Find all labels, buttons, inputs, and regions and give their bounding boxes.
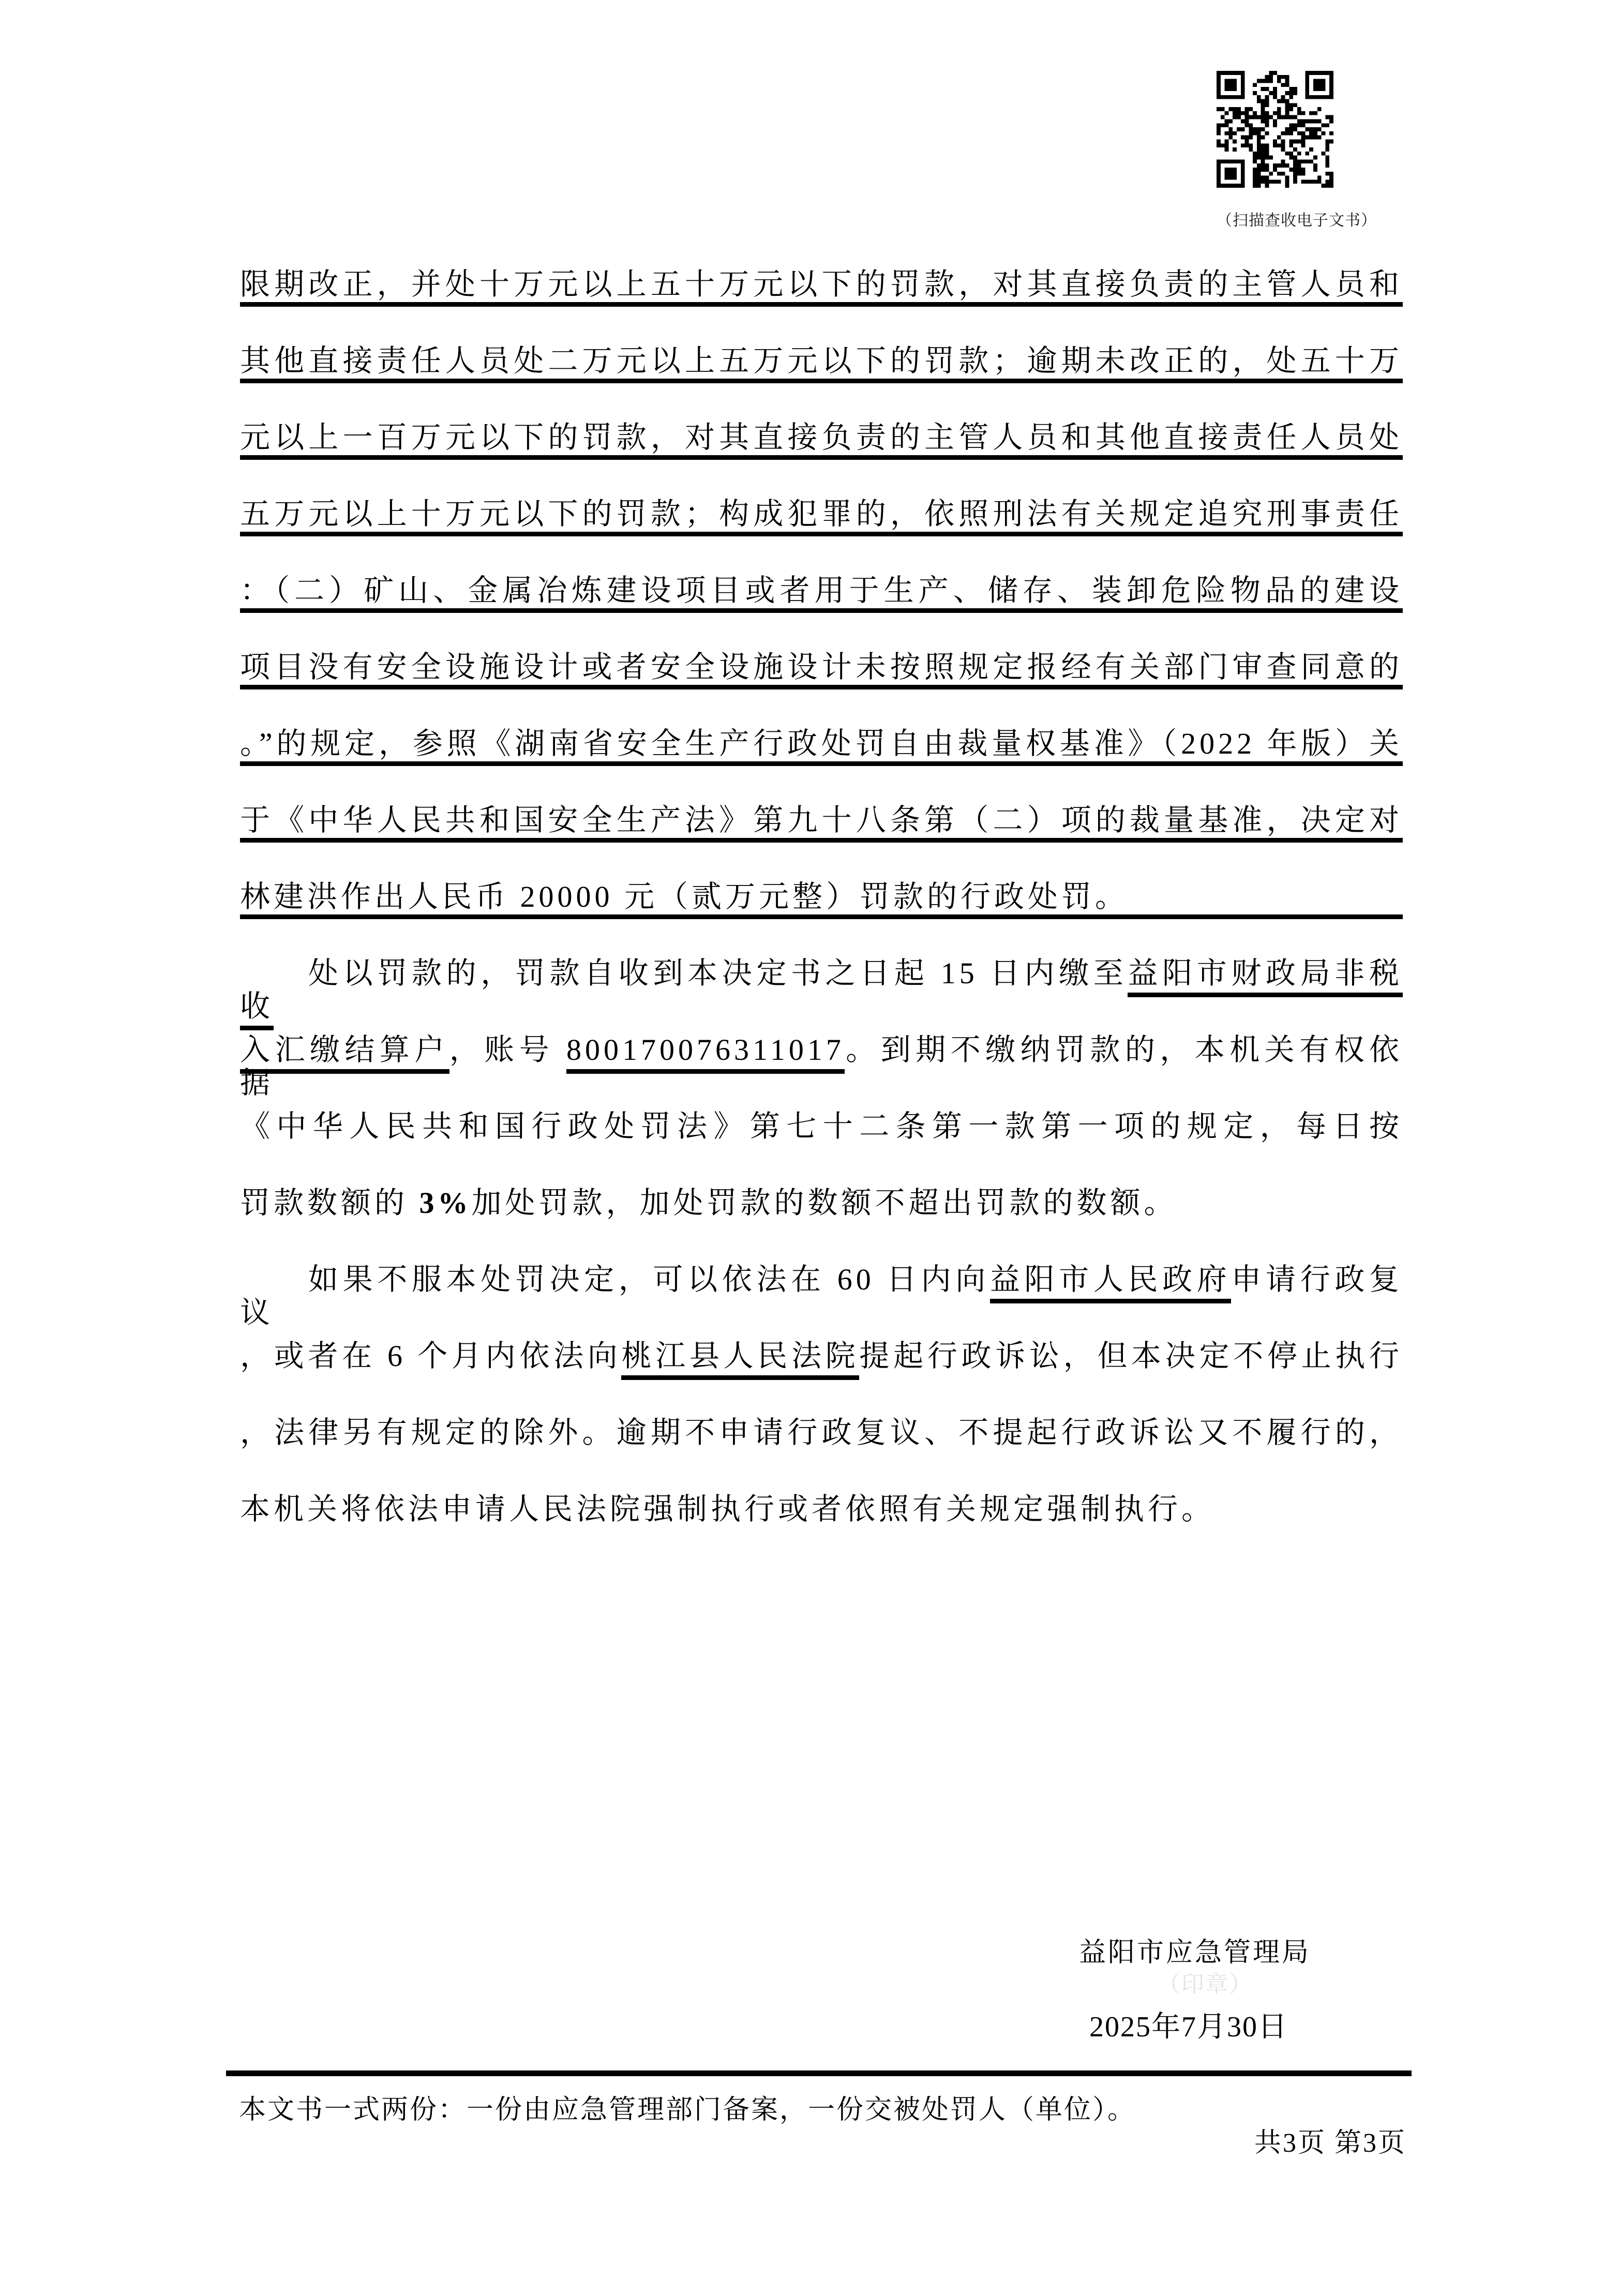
text-segment: 申请行政复议 — [240, 1263, 1403, 1329]
underlined-text: 入汇缴结算户 — [240, 1033, 449, 1074]
body-line-text — [240, 1110, 1403, 1143]
body-line-text — [240, 1263, 1403, 1329]
body-line-text — [240, 498, 1403, 531]
body-line-text — [240, 268, 1403, 301]
text-segment: 如果不服本处罚决定，可以依法在 60 日内向 — [308, 1263, 990, 1296]
qr-code-icon — [1217, 71, 1333, 188]
body-line — [240, 483, 1403, 560]
decision-date: 2025年7月30日 — [1089, 2011, 1288, 2043]
text-segment: 。”的规定，参照《湖南省安全生产行政处罚自由裁量权基准》（2022 年版）关 — [240, 727, 1403, 760]
line-underline — [240, 302, 1403, 307]
body-line — [240, 942, 1403, 1023]
line-underline — [240, 685, 1403, 689]
body-line — [240, 330, 1403, 407]
qr-block — [1217, 71, 1377, 230]
body-line — [240, 636, 1403, 713]
text-segment: 处以罚款的，罚款自收到本决定书之日起 15 日内缴至 — [308, 956, 1128, 990]
body-line-text — [240, 1493, 1403, 1526]
body-line-text — [240, 651, 1403, 684]
body-line — [240, 1172, 1403, 1249]
body-line-text — [240, 1416, 1403, 1449]
underlined-text: 800170076311017 — [566, 1033, 845, 1074]
text-segment: 本机关将依法申请人民法院强制执行或者依照有关规定强制执行。 — [240, 1492, 1216, 1526]
text-segment: 罚款数额的 — [240, 1186, 419, 1220]
text-segment: 于《中华人民共和国安全生产法》第九十八条第（二）项的裁量基准，决定对 — [240, 803, 1403, 837]
text-segment: 3% — [419, 1186, 472, 1220]
text-segment: ，法律另有规定的除外。逾期不申请行政复议、不提起行政诉讼又不履行的， — [240, 1416, 1403, 1449]
text-segment: 限期改正，并处十万元以上五十万元以下的罚款，对其直接负责的主管人员和 — [240, 267, 1403, 301]
body-line — [240, 1478, 1403, 1555]
body-line — [240, 866, 1403, 942]
text-segment: ：（二）矿山、金属冶炼建设项目或者用于生产、储存、装卸危险物品的建设 — [240, 574, 1403, 607]
text-segment: 林建洪作出人民币 20000 元（贰万元整）罚款的行政处罚。 — [240, 880, 1129, 913]
underlined-text: 桃江县人民法院 — [621, 1339, 859, 1380]
text-segment: ，账号 — [449, 1033, 566, 1067]
body-line-text — [240, 344, 1403, 378]
body-line — [240, 713, 1403, 789]
body-line-text — [240, 574, 1403, 607]
line-underline — [240, 838, 1403, 843]
text-segment: ，或者在 6 个月内依法向 — [240, 1339, 622, 1373]
text-segment: 加处罚款，加处罚款的数额不超出罚款的数额。 — [471, 1186, 1178, 1220]
body-line-text — [240, 421, 1403, 454]
line-underline — [240, 379, 1403, 383]
body-line-text — [240, 957, 1403, 1023]
body-line-text — [240, 727, 1403, 760]
body-line — [240, 253, 1403, 330]
body-line-text — [240, 1033, 1403, 1100]
line-underline — [240, 532, 1403, 536]
body-line — [240, 1249, 1403, 1329]
text-segment: 。到期不缴纳罚款的，本机关有权依据 — [240, 1033, 1403, 1100]
text-segment: 五万元以上十万元以下的罚款；构成犯罪的，依照刑法有关规定追究刑事责任 — [240, 497, 1403, 531]
underlined-text: 益阳市人民政府 — [990, 1263, 1232, 1303]
body-line-text — [240, 804, 1403, 837]
body-line — [240, 1325, 1403, 1402]
line-underline — [240, 761, 1403, 766]
footer-note: 本文书一式两份：一份由应急管理部门备案，一份交被处罚人（单位）。 — [239, 2095, 1136, 2125]
line-underline — [240, 914, 1403, 919]
text-segment: 其他直接责任人员处二万元以上五万元以下的罚款；逾期未改正的，处五十万 — [240, 344, 1403, 378]
seal-watermark: （印章） — [1158, 1972, 1253, 1997]
body-line — [240, 560, 1403, 636]
body-line — [240, 1096, 1403, 1172]
underlined-text: 益阳市财政局非税收 — [240, 956, 1403, 1030]
body-line — [240, 1019, 1403, 1100]
document-body — [240, 253, 1403, 1555]
text-segment: 《中华人民共和国行政处罚法》第七十二条第一款第一项的规定，每日按 — [240, 1109, 1403, 1143]
body-line-text — [240, 1187, 1403, 1220]
body-line — [240, 407, 1403, 483]
line-underline — [240, 608, 1403, 613]
body-line-text — [240, 1340, 1403, 1373]
text-segment: 提起行政诉讼，但本决定不停止执行 — [859, 1339, 1403, 1373]
body-line — [240, 1402, 1403, 1478]
line-underline — [240, 455, 1403, 460]
qr-caption: （扫描查收电子文书） — [1217, 212, 1377, 229]
body-line — [240, 789, 1403, 866]
text-segment: 元以上一百万元以下的罚款，对其直接负责的主管人员和其他直接责任人员处 — [240, 421, 1403, 454]
footer-divider — [226, 2070, 1412, 2076]
page-number: 共3页 第3页 — [1254, 2128, 1406, 2158]
body-line-text — [240, 880, 1403, 913]
text-segment: 项目没有安全设施设计或者安全设施设计未按照规定报经有关部门审查同意的 — [240, 650, 1403, 684]
issuing-authority: 益阳市应急管理局 — [1079, 1938, 1311, 1968]
